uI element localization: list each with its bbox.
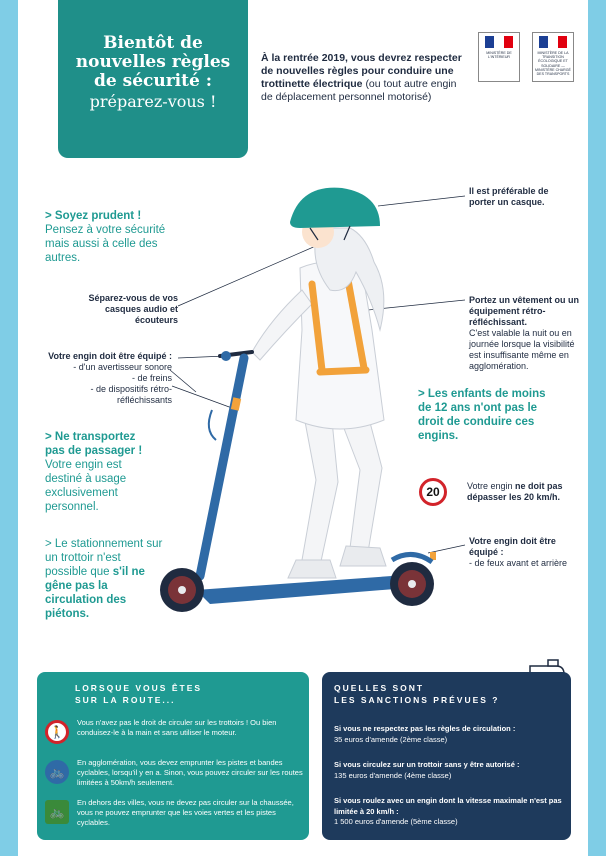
- sanction-head: Si vous circulez sur un trottoir sans y être autorisé :: [334, 760, 520, 769]
- callout-parking-2: s'il ne gêne pas la circulation des piétons.: [45, 566, 145, 620]
- route-item-text: En dehors des villes, vous ne devez pas circuler sur la chaussée, vous ne pouvez emprunter que les voies vertes et les pistes cyclables.: [77, 798, 294, 827]
- title-banner: [58, 0, 248, 158]
- bike-lane-icon: 🚲: [45, 760, 69, 784]
- callout-passenger-head: > Ne transportez pas de passager !: [45, 431, 143, 457]
- callout-children: > Les enfants de moins de 12 ans n'ont pas le droit de conduire ces engins.: [418, 388, 546, 442]
- callout-prudent-head: > Soyez prudent !: [45, 210, 142, 222]
- sanction-head: Si vous roulez avec un engin dont la vitesse maximale n'est pas limitée à 20 km/h :: [334, 796, 562, 816]
- title-main: Bientôt de nouvelles règles de sécurité :: [75, 33, 231, 91]
- sanction-item: [334, 724, 564, 745]
- sanction-body: 35 euros d'amende (2ème classe): [334, 734, 448, 744]
- equip-item-3: - de dispositifs rétro-réfléchissants: [90, 384, 172, 405]
- route-panel-heading: LORSQUE VOUS ÊTES SUR LA ROUTE...: [75, 683, 203, 705]
- intro-text: [261, 52, 466, 104]
- callout-lights-body: - de feux avant et arrière: [469, 558, 568, 568]
- sanction-item: [334, 760, 564, 781]
- speed-limit-sign: 20: [419, 478, 447, 506]
- callout-lights: [469, 536, 569, 569]
- equip-item-2: - de freins: [131, 373, 172, 383]
- callout-lights-head: Votre engin doit être équipé :: [469, 536, 556, 557]
- sanction-body: 1 500 euros d'amende (5ème classe): [334, 817, 458, 826]
- callout-passenger: [45, 430, 157, 514]
- callout-helmet: Il est préférable de porter un casque.: [469, 186, 549, 207]
- ministry-interior-logo: [478, 32, 520, 82]
- no-sidewalk-icon: 🚶: [45, 720, 69, 744]
- callout-parking-1: > Le stationnement sur un trottoir n'est possible que: [45, 538, 163, 578]
- sanction-body: 135 euros d'amende (4ème classe): [334, 770, 452, 780]
- callout-vest: [469, 295, 579, 372]
- intro-bold: À la rentrée 2019, vous devrez respecter de nouvelles règles pour conduire une trottinette électrique: [261, 52, 462, 90]
- callout-prudent: [45, 209, 180, 265]
- callout-prudent-body: Pensez à votre sécurité mais aussi à celle des autres.: [45, 224, 166, 264]
- callout-parking: [45, 537, 165, 621]
- callout-passenger-body: Votre engin est destiné à usage exclusivement personnel.: [45, 459, 127, 513]
- logo-text-1: MINISTÈRE DE L'INTÉRIEUR: [486, 51, 512, 60]
- callout-speed-2: ne doit pas dépasser les 20 km/h.: [467, 481, 563, 502]
- intro-normal: (ou tout autre engin de déplacement personnel motorisé): [261, 78, 457, 103]
- callout-speed-1: Votre engin: [467, 481, 516, 491]
- equip-item-1: - d'un avertisseur sonore: [73, 362, 172, 372]
- callout-equipment: [36, 351, 172, 406]
- callout-vest-body: C'est valable la nuit ou en journée lorsque la visibilité est insuffisante même en agglomération.: [469, 328, 575, 371]
- callout-vest-head: Portez un vêtement ou un équipement rétro-réfléchissant.: [469, 295, 580, 327]
- callout-equipment-head: Votre engin doit être équipé :: [48, 351, 172, 361]
- logo-text-2: MINISTÈRE DE LA TRANSITION ÉCOLOGIQUE ET SOLIDAIRE — MINISTÈRE CHARGÉ DES TRANSPORTS: [535, 51, 571, 77]
- ministry-transport-logo: [532, 32, 574, 82]
- callout-audio: Séparez-vous de vos casques audio et écouteurs: [88, 293, 178, 325]
- title-sub: préparez-vous !: [89, 92, 217, 111]
- route-panel: [37, 672, 309, 840]
- route-item-text: Vous n'avez pas le droit de circuler sur les trottoirs ! Ou bien conduisez-le à la main et sans utiliser le moteur.: [77, 718, 277, 737]
- sanction-head: Si vous ne respectez pas les règles de circulation :: [334, 724, 516, 733]
- green-way-icon: 🚲: [45, 800, 69, 824]
- route-item: [37, 758, 309, 796]
- sanctions-panel-heading: QUELLES SONT LES SANCTIONS PRÉVUES ?: [334, 683, 500, 705]
- callout-speed: [467, 481, 567, 503]
- route-item-text: En agglomération, vous devez emprunter les pistes et bandes cyclables, lorsqu'il y en a. Sinon, vous pouvez circuler sur les routes limitées à 50km/h seulement.: [77, 758, 303, 787]
- route-item: [37, 798, 309, 836]
- sanctions-panel: [322, 672, 571, 840]
- route-item: [37, 718, 309, 756]
- sanction-item: [334, 796, 564, 828]
